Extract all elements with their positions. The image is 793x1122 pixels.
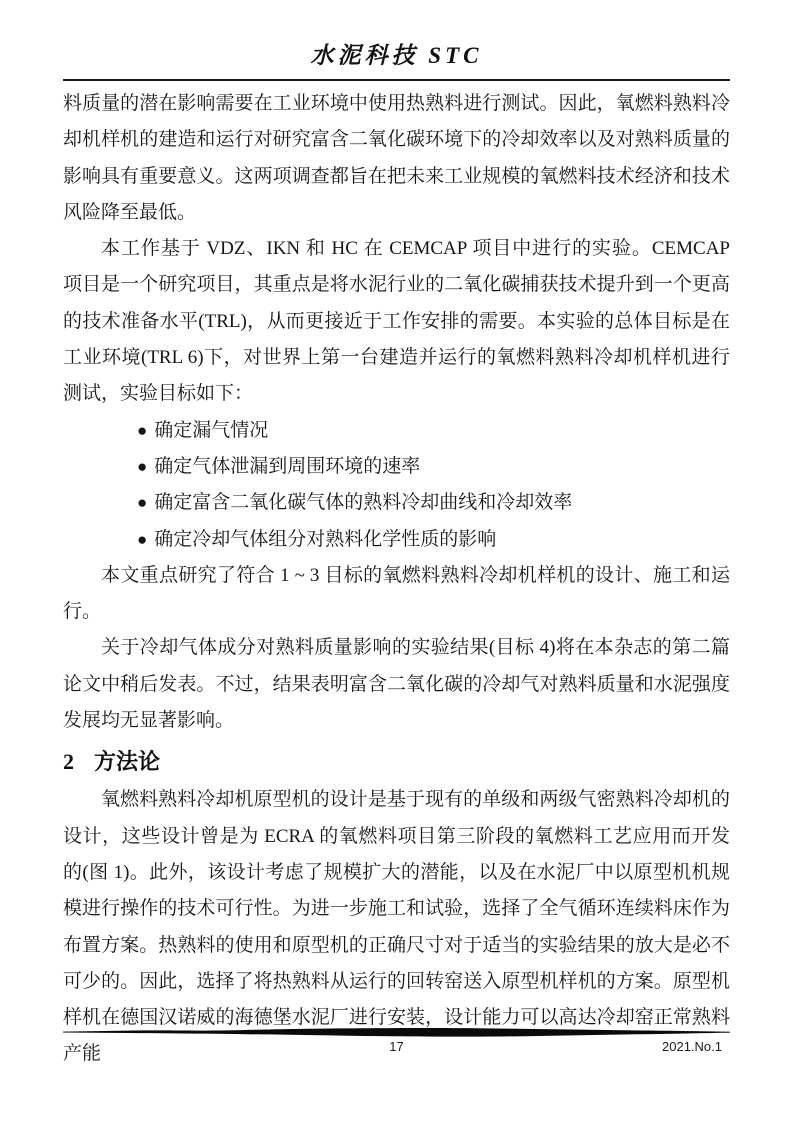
paragraph-continuation: 料质量的潜在影响需要在工业环境中使用热熟料进行测试。因此，氧燃料熟料冷却机样机的建造和运行对研究富含二氧化碳环境下的冷却效率以及对熟料质量的影响具有重要意义。这两项调查都旨在把未来工业规模的氧燃料技术经济和技术风险降至最低。 — [63, 93, 730, 223]
journal-title: 水泥科技 STC — [310, 43, 483, 68]
list-item — [137, 449, 730, 485]
list-item — [137, 485, 730, 521]
section-heading — [63, 745, 730, 778]
bullet-icon: ● — [137, 420, 148, 440]
footer-text-row — [63, 1039, 730, 1055]
section-number: 2 — [63, 749, 74, 775]
objectives-list — [63, 413, 730, 558]
bullet-icon: ● — [137, 529, 148, 549]
issue-number: 2021.No.1 — [662, 1039, 722, 1054]
bullet-icon: ● — [137, 493, 148, 513]
paragraph-cemcap: 本工作基于 VDZ、IKN 和 HC 在 CEMCAP 项目中进行的实验。CEMCAP 项目是一个研究项目，其重点是将水泥行业的二氧化碳捕获技术提升到一个更高的技术准备水平(TRL)，从而更接近于工作安排的需要。本实验的总体目标是在工业环境(TRL 6)下，对世界上第一台建造并运行的氧燃料熟料冷却机样机进行测试，实验目标如下： — [63, 238, 730, 405]
page-header — [63, 0, 730, 81]
page-footer — [63, 1026, 730, 1055]
page-number: 17 — [389, 1039, 404, 1054]
list-item-text: 确定富含二氧化碳气体的熟料冷却曲线和冷却效率 — [154, 492, 573, 514]
list-item-text: 确定冷却气体组分对熟料化学性质的影响 — [154, 528, 497, 550]
list-item — [137, 413, 730, 449]
section-title: 方法论 — [94, 749, 161, 775]
list-item-text: 确定气体泄漏到周围环境的速率 — [154, 455, 421, 477]
page-body — [63, 86, 730, 1073]
paragraph-focus: 本文重点研究了符合 1 ~ 3 目标的氧燃料熟料冷却机样机的设计、施工和运行。 — [63, 564, 730, 623]
paragraph-results-note: 关于冷却气体成分对熟料质量影响的实验结果(目标 4)将在本杂志的第二篇论文中稍后发表。不过，结果表明富含二氧化碳的冷却气对熟料质量和水泥强度发展均无显著影响。 — [63, 637, 730, 732]
bullet-icon: ● — [137, 456, 148, 476]
list-item — [137, 522, 730, 558]
list-item-text: 确定漏气情况 — [154, 419, 269, 441]
footer-divider-ornament — [63, 1026, 730, 1039]
paragraph-methodology: 氧燃料熟料冷却机原型机的设计是基于现有的单级和两级气密熟料冷却机的设计，这些设计曾是为 ECRA 的氧燃料项目第三阶段的氧燃料工艺应用而开发的(图 1)。此外，该设计考虑了规模扩大的潜能，以及在水泥厂中以原型机机规模进行操作的技术可行性。为进一步施工和试验，选择了全气循环连续料床作为布置方案。热熟料的使用和原型机的正确尺寸对于适当的实验结果的放大是必不可少的。因此，选择了将热熟料从运行的回转窑送入原型机样机的方案。原型机样机在德国汉诺威的海德堡水泥厂进行安装，设计能力可以高达冷却窑正常熟料产能 — [63, 789, 730, 1065]
